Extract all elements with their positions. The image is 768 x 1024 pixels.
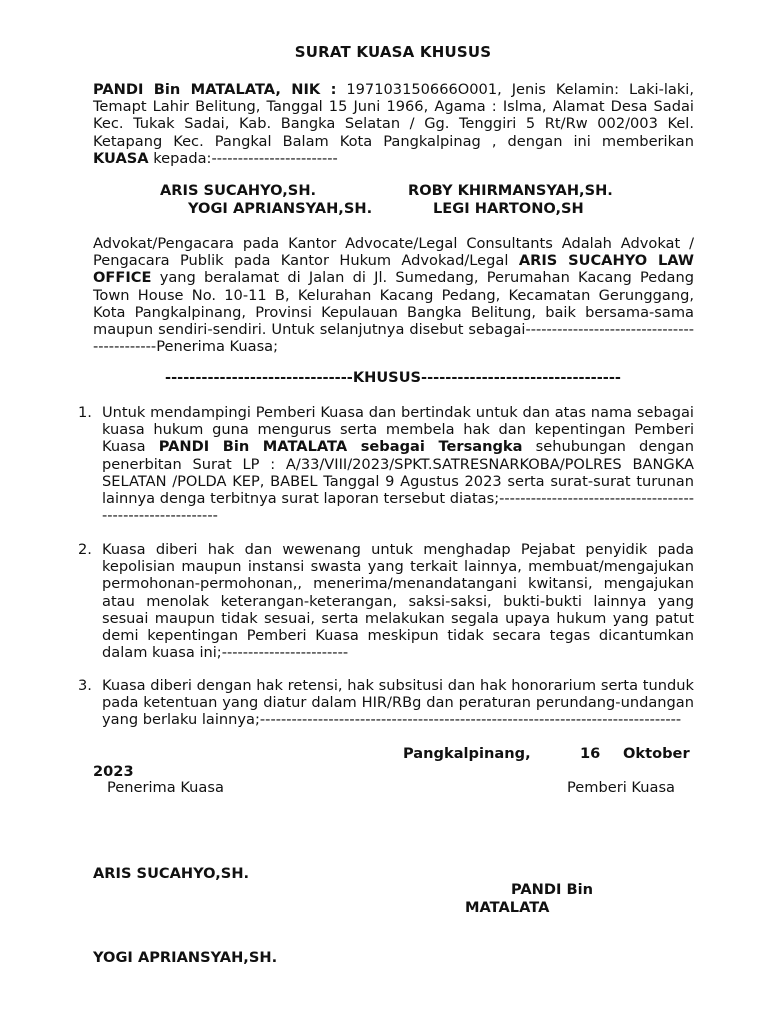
attorney-name-yogi: YOGI APRIANSYAH,SH. [188, 200, 373, 217]
item-1-bold-text: PANDI Bin MATALATA sebagai Tersangka [158, 438, 523, 456]
grantor-name-nik-label: PANDI Bin MATALATA, NIK : [93, 81, 337, 98]
khusus-heading: -------------------------------KHUSUS--------------------------------- [165, 369, 621, 386]
grantor-paragraph [93, 81, 694, 167]
item-1-text-after: sehubungan dengan penerbitan Surat LP : A/33/VIII/2023/SPKT.SATRESNARKOBA/POLRES BANGKA SELATAN /POLDA KEP, BABEL Tanggal 9 Agustus 2023 serta surat-surat turunan lainnya denga terbitnya surat laporan tersebut diatas;----------------------------------------------------------- [102, 438, 694, 525]
attorney-name-aris: ARIS SUCAHYO,SH. [160, 182, 317, 199]
grantor-details-text: 197103150666O001, Jenis Kelamin: Laki-laki, Temapt Lahir Belitung, Tanggal 15 Juni 1966, Agama : Islma, Alamat Desa Sadai Kec. Tukak Sadai, Kab. Bangka Selatan / Gg. Tenggiri 5 Rt/Rw 002/003 Kel. Ketapang Kec. Pangkal Balam Kota Pangkalpinag , dengan ini memberikan [93, 81, 694, 150]
closing-month: Oktober [623, 745, 690, 762]
kuasa-word: KUASA [93, 149, 149, 167]
office-text-after: yang beralamat di Jalan di Jl. Sumedang, Perumahan Kacang Pedang Town House No. 10-11 B, Kelurahan Kacang Pedang, Kecamatan Gerunggang, Kota Pangkalpinang, Provinsi Kepulauan Bangka Belitung, baik bersama-sama maupun sendiri-sendiri. Untuk selanjutnya disebut sebagai--------------------------------------------Penerima Kuasa; [93, 269, 694, 356]
item-text-3: Kuasa diberi dengan hak retensi, hak subsitusi dan hak honorarium serta tunduk pada ketentuan yang diatur dalam HIR/RBg dan peraturan perundang-undangan yang berlaku lainnya;-------------------------------------------------------------------------------- [102, 677, 694, 729]
firm-name: ARIS SUCAHYO LAW OFFICE [93, 252, 695, 287]
recipient-signature-yogi: YOGI APRIANSYAH,SH. [93, 949, 278, 966]
attorney-name-legi: LEGI HARTONO,SH [433, 200, 584, 217]
item-text-1 [102, 404, 694, 524]
recipient-label: Penerima Kuasa [107, 779, 224, 796]
attorney-name-roby: ROBY KHIRMANSYAH,SH. [408, 182, 613, 199]
closing-day: 16 [580, 745, 601, 762]
closing-year: 2023 [93, 763, 134, 780]
grantor-signature-line1: PANDI Bin [511, 881, 594, 898]
document-title: SURAT KUASA KHUSUS [294, 43, 492, 61]
office-text-before: Advokat/Pengacara pada Kantor Advocate/Legal Consultants Adalah Advokat / Pengacara Publik pada Kantor Hukum Advokad/Legal [93, 235, 694, 270]
item-number-3: 3. [78, 677, 92, 694]
closing-place: Pangkalpinang, [403, 745, 531, 762]
item-number-1: 1. [78, 404, 92, 421]
grantor-details-tail: kepada:------------------------ [148, 149, 338, 167]
item-text-2: Kuasa diberi hak dan wewenang untuk menghadap Pejabat penyidik pada kepolisian maupun instansi swasta yang terkait lainnya, membuat/mengajukan permohonan-permohonan,, menerima/menandatangani kwitansi, mengajukan atau menolak keterangan-keterangan, saksi-saksi, bukti-bukti lainnya yang sesuai maupun tidak sesuai, serta melakukan segala upaya hukum yang patut demi kepentingan Pemberi Kuasa meskipun tidak secara tegas dicantumkan dalam kuasa ini;------------------------ [102, 541, 694, 662]
office-paragraph [93, 235, 694, 355]
item-1-text-before: Untuk mendampingi Pemberi Kuasa dan bertindak untuk dan atas nama sebagai kuasa hukum guna mengurus serta membela hak dan kepentingan Pemberi Kuasa [102, 404, 694, 456]
recipient-signature-aris: ARIS SUCAHYO,SH. [93, 865, 250, 882]
grantor-label: Pemberi Kuasa [567, 779, 675, 796]
grantor-signature-line2: MATALATA [465, 899, 550, 916]
item-number-2: 2. [78, 541, 92, 558]
